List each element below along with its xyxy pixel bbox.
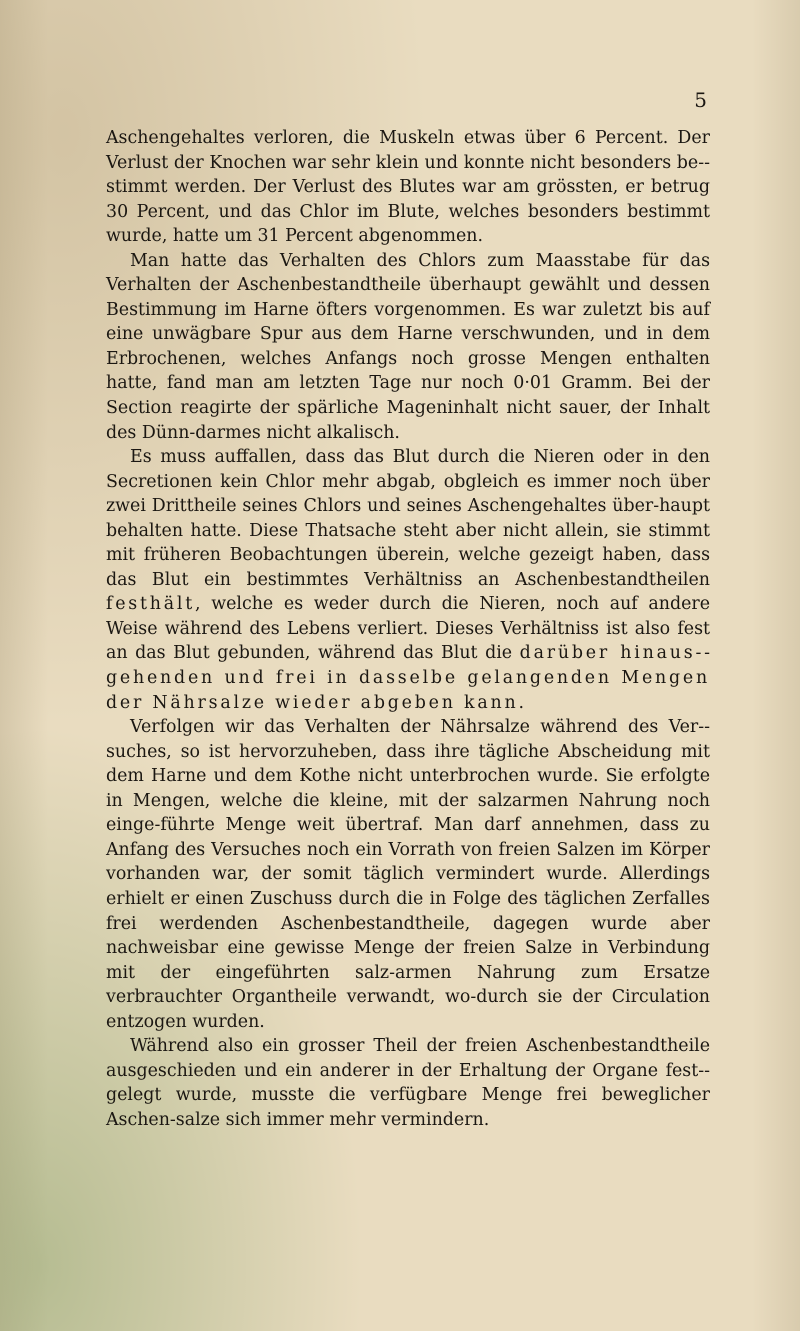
paragraph-text: Während also ein grosser Theil der freien Aschenbestandtheile ausgeschieden und ein anderer in der Erhaltung der Organe fest-gelegt wurde, musste die verfügbare Menge frei beweglicher Aschen-salze sich immer mehr vermindern. — [106, 1036, 710, 1130]
paragraph — [106, 1034, 710, 1132]
paragraph-text: Man hatte das Verhalten des Chlors zum Maasstabe für das Verhalten der Aschenbestandtheile überhaupt gewählt und dessen Bestimmung im Harne öfters vorgenommen. Es war zuletzt bis auf eine unwägbare Spur aus dem Harne verschwunden, und in dem Erbrochenen, welches Anfangs noch grosse Mengen enthalten hatte, fand man am letzten Tage nur noch 0·01 Gramm. Bei der Section reagirte der spärliche Mageninhalt nicht sauer, der Inhalt des Dünn-darmes nicht alkalisch. — [106, 250, 710, 443]
page-number: 5 — [694, 88, 707, 112]
paragraph-text: , welche es weder durch die Nieren, noch auf andere Weise während des Lebens verliert. Dieses Verhältniss ist also fest an das Blut gebunden, während das Blut die — [106, 594, 710, 664]
spaced-emphasis-text: festhält — [106, 594, 196, 615]
spaced-emphasis-text: darüber hinaus-gehenden und frei in dasselbe gelangenden Mengen der Nährsalze wieder abgeben kann. — [106, 643, 710, 713]
paragraph — [106, 715, 710, 1034]
paragraph — [106, 445, 710, 715]
paragraph — [106, 249, 710, 445]
paragraph — [106, 126, 710, 249]
paragraph-text: Es muss auffallen, dass das Blut durch die Nieren oder in den Secretionen kein Chlor mehr abgab, obgleich es immer noch über zwei Drittheile seines Chlors und seines Aschengehaltes über-haupt behalten hatte. Diese Thatsache steht aber nicht allein, sie stimmt mit früheren Beobachtungen überein, welche gezeigt haben, dass das Blut ein bestimmtes Verhältniss an Aschenbestandtheilen — [106, 447, 710, 590]
paragraph-text: Aschengehaltes verloren, die Muskeln etwas über 6 Percent. Der Verlust der Knochen war sehr klein und konnte nicht besonders be-stimmt werden. Der Verlust des Blutes war am grössten, er betrug 30 Percent, und das Chlor im Blute, welches besonders bestimmt wurde, hatte um 31 Percent abgenommen. — [106, 128, 710, 247]
paragraph-text: Verfolgen wir das Verhalten der Nährsalze während des Ver-suches, so ist hervorzuheben, dass ihre tägliche Abscheidung mit dem Harne und dem Kothe nicht unterbrochen wurde. Sie erfolgte in Mengen, welche die kleine, mit der salzarmen Nahrung noch einge-führte Menge weit übertraf. Man darf annehmen, dass zu Anfang des Versuches noch ein Vorrath von freien Salzen im Körper vorhanden war, der somit täglich vermindert wurde. Allerdings erhielt er einen Zuschuss durch die in Folge des täglichen Zerfalles frei werdenden Aschenbestandtheile, dagegen wurde aber nachweisbar eine gewisse Menge der freien Salze in Verbindung mit der eingeführten salz-armen Nahrung zum Ersatze verbrauchter Organtheile verwandt, wo-durch sie der Circulation entzogen wurden. — [106, 717, 710, 1032]
body-text — [106, 126, 710, 1132]
